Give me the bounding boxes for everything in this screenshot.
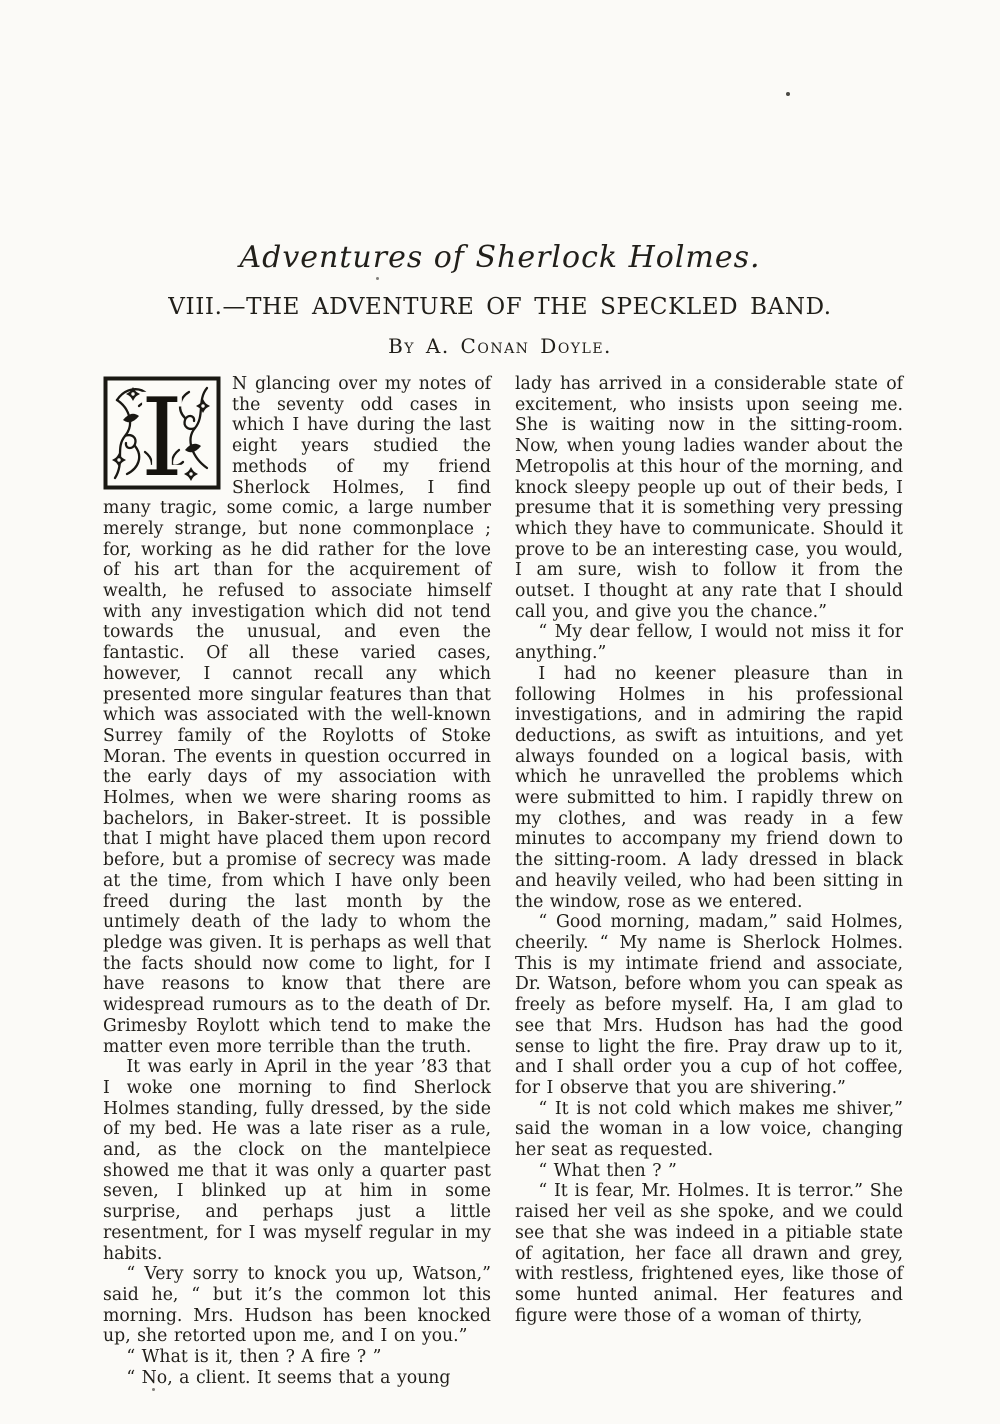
right-column	[515, 374, 903, 1364]
paragraph: “ It is fear, Mr. Holmes. It is terror.” She raised her veil as she spoke, and we could see that she was indeed in a pitiable state of agitation, her face all drawn and grey, with restless, frightened eyes, like those of some hunted animal. Her features and figure were those of a woman of thirty,	[515, 1181, 903, 1326]
left-column	[103, 374, 491, 1388]
paragraph: “ No, a client. It seems that a young	[126, 1367, 451, 1388]
series-title: Adventures of Sherlock Holmes.	[239, 240, 761, 275]
page-header	[0, 0, 1000, 358]
paragraph: It was early in April in the year ’83 that I woke one morning to find Sherlock Holmes standing, fully dressed, by the side of my bed. He was a late riser as a rule, and, as the clock on the mantelpiece showed me that it was only a quarter past seven, I blinked up at him in some surprise, and perhaps just a little resentment, for I was myself regular in my habits.	[103, 1057, 491, 1264]
paragraph: “ What is it, then ? A fire ? ”	[126, 1347, 382, 1368]
paragraph-continuation: lady has arrived in a considerable state of excitement, who insists upon seeing me. She is waiting now in the sitting-room. Now, when young ladies wander about the Metropolis at this hour of the morning, and knock sleepy people up out of their beds, I presume that it is something very pressing which they have to communicate. Should it prove to be an interesting case, you would, I am sure, wish to follow it from the outset. I thought at any rate that I should call you, and give you the chance.”	[515, 374, 904, 622]
chapter-title: VIII.—THE ADVENTURE OF THE SPECKLED BAND.	[168, 294, 832, 320]
paragraph: I had no keener pleasure than in following Holmes in his professional investigations, and in admiring the rapid deductions, as swift as intuitions, and yet always founded on a logical basis, with which he unravelled the problems which were submitted to him. I rapidly threw on my clothes, and was ready in a few minutes to accompany my friend down to the sitting-room. A lady dressed in black and heavily veiled, who had been sitting in the window, rose as we entered.	[515, 663, 903, 912]
byline: By A. Conan Doyle.	[388, 334, 612, 358]
text-columns	[103, 374, 904, 1388]
paragraph-with-drop-cap	[103, 374, 491, 1057]
paragraph: “ It is not cold which makes me shiver,” said the woman in a low voice, changing her seat as requested.	[515, 1098, 903, 1161]
paragraph: “ What then ? ”	[538, 1160, 677, 1181]
paragraph-text: N glancing over my notes of the seventy odd cases in which I have during the last eight years studied the methods of my friend Sherlock Holmes, I find many tragic, some comic, a large number merely strange, but none commonplace ; for, working as he did rather for the love of his art than for the acquirement of wealth, he refused to associate himself with any investigation which did not tend towards the unusual, and even the fantastic. Of all these varied cases, however, I cannot recall any which presented more singular features than that which was associated with the well-known Surrey family of the Roylotts of Stoke Moran. The events in question occurred in the early days of my association with Holmes, when we were sharing rooms as bachelors, in Baker-street. It is possible that I might have placed them upon record before, but a promise of secrecy was made at the time, from which I have only been freed during the last month by the untimely death of the lady to whom the pledge was given. It is perhaps as well that the facts should now come to light, for I have reasons to know that there are widespread rumours as to the death of Dr. Grimesby Roylott which tend to make the matter even more terrible than the truth.	[103, 374, 491, 1057]
print-speck	[786, 92, 790, 96]
print-speck	[152, 1388, 155, 1391]
drop-cap-letter: I	[140, 376, 184, 501]
drop-cap-ornament	[103, 376, 221, 501]
paragraph: “ My dear fellow, I would not miss it for anything.”	[515, 622, 903, 664]
paragraph: “ Good morning, madam,” said Holmes, cheerily. “ My name is Sherlock Holmes. This is my intimate friend and associate, Dr. Watson, before whom you can speak as freely as before myself. Ha, I am glad to see that Mrs. Hudson has had the good sense to light the fire. Pray draw up to it, and I shall order you a cup of hot coffee, for I observe that you are shivering.”	[515, 912, 903, 1098]
print-speck	[376, 277, 379, 280]
paragraph: “ Very sorry to knock you up, Watson,” said he, “ but it’s the common lot this morning. Mrs. Hudson has been knocked up, she retorted upon me, and I on you.”	[103, 1264, 491, 1347]
